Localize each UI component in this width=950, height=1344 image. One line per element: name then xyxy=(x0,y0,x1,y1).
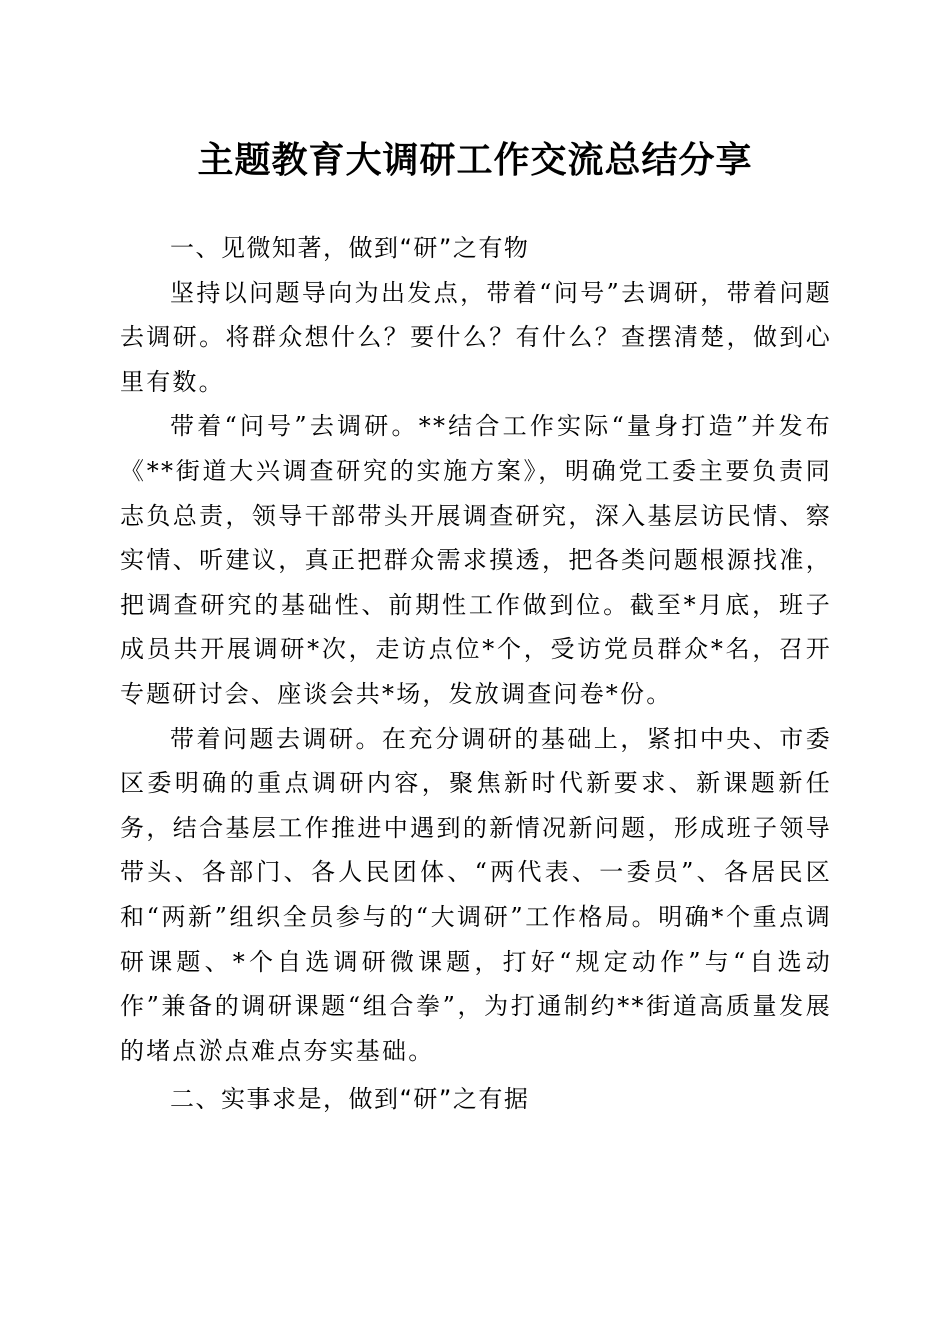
document-body xyxy=(120,226,832,1122)
paragraph: 带着问题去调研。在充分调研的基础上，紧扣中央、市委区委明确的重点调研内容，聚焦新时代新要求、新课题新任务，结合基层工作推进中遇到的新情况新问题，形成班子领导带头、各部门、各人民团体、“两代表、一委员”、各居民区和“两新”组织全员参与的“大调研”工作格局。明确*个重点调研课题、*个自选调研微课题，打好“规定动作”与“自选动作”兼备的调研课题“组合拳”，为打通制约**街道高质量发展的堵点淤点难点夯实基础。 xyxy=(120,724,832,1065)
document-title: 主题教育大调研工作交流总结分享 xyxy=(197,139,753,181)
paragraph: 坚持以问题导向为出发点，带着“问号”去调研，带着问题去调研。将群众想什么？要什么？有什么？查摆清楚，做到心里有数。 xyxy=(120,278,832,396)
section-heading-2: 二、实事求是，做到“研”之有据 xyxy=(170,1085,530,1114)
section-heading-1: 一、见微知著，做到“研”之有物 xyxy=(170,234,530,262)
paragraph: 带着“问号”去调研。**结合工作实际“量身打造”并发布《**街道大兴调查研究的实施方案》，明确党工委主要负责同志负总责，领导干部带头开展调查研究，深入基层访民情、察实情、听建议，真正把群众需求摸透，把各类问题根源找准，把调查研究的基础性、前期性工作做到位。截至*月底，班子成员共开展调研*次，走访点位*个，受访党员群众*名，召开专题研讨会、座谈会共*场，发放调查问卷*份。 xyxy=(120,412,832,708)
